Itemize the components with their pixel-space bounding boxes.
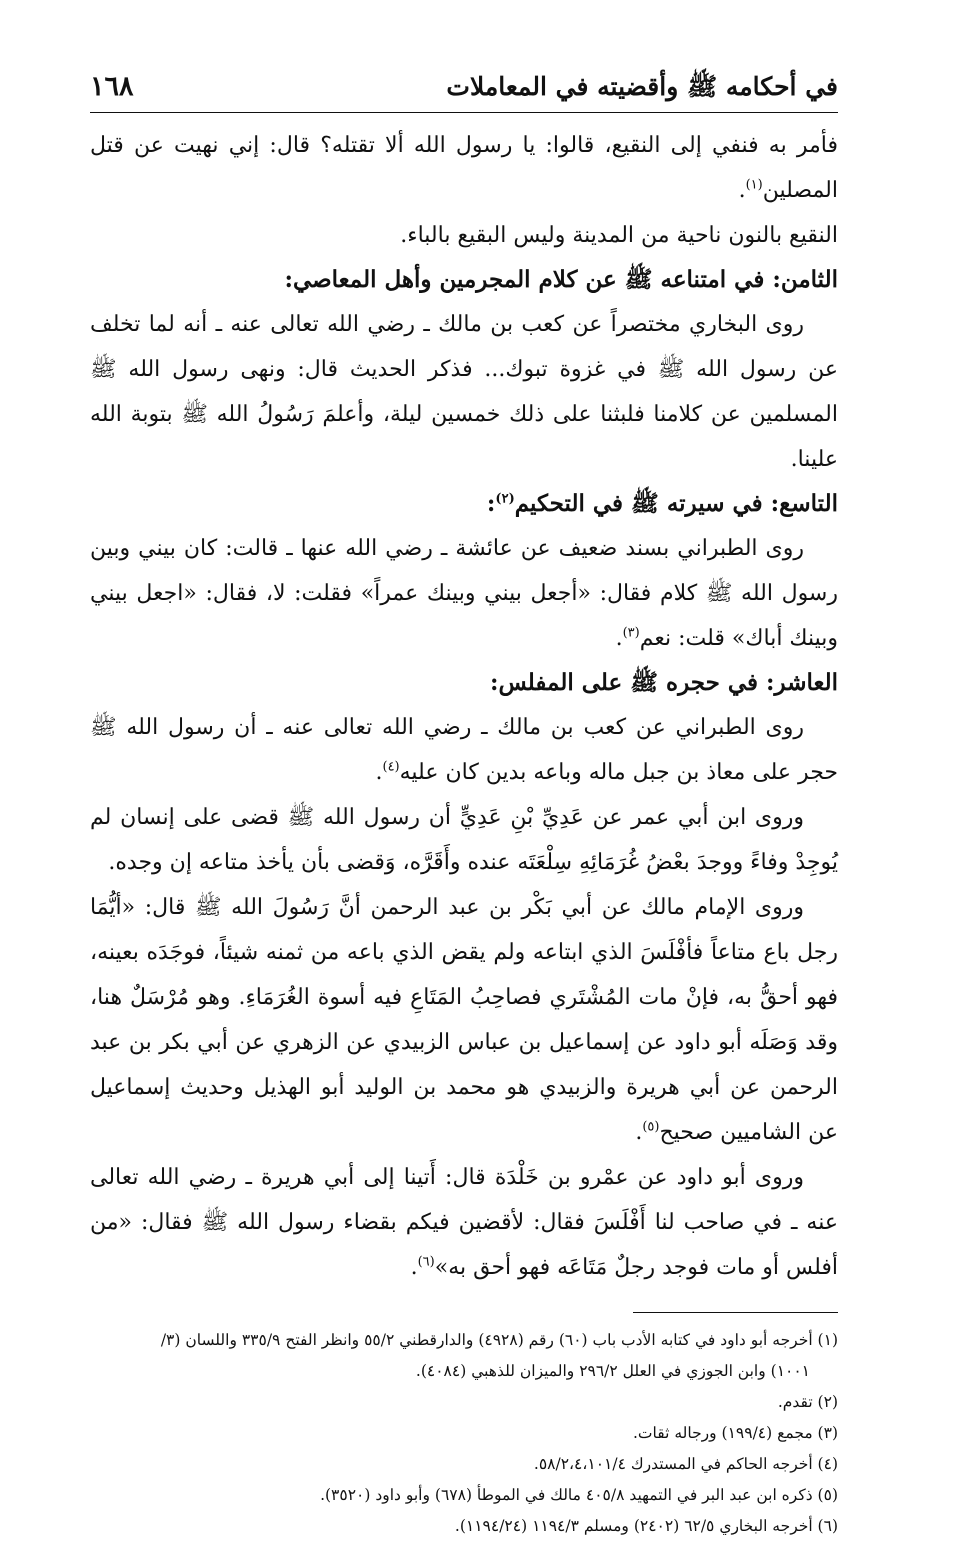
footnote-ref[interactable]: (٣): [622, 625, 640, 641]
paragraph: النقيع بالنون ناحية من المدينة وليس البقيع بالباء.: [400, 223, 838, 248]
footnote-ref[interactable]: (٦): [417, 1254, 435, 1270]
paragraph-text: روى الطبراني عن كعب بن مالك ـ رضي الله تعالى عنه ـ أن رسول الله ﷺ حجر على معاذ بن جبل ماله وباعه بدين كان عليه: [90, 715, 838, 785]
section-heading: العاشر: في حجره ﷺ على المفلس:: [489, 669, 838, 696]
heading-end: :: [486, 490, 496, 517]
paragraph: [90, 1155, 838, 1290]
paragraph: [90, 123, 838, 213]
footnote-continuation: ١٠٠١) وابن الجوزي في العلل ٢٩٦/٢ والميزان للذهبي (٤٠٨٤).: [415, 1362, 810, 1380]
paragraph: وروى ابن أبي عمر عن عَدِيِّ بْنِ عَدِيٍّ أن رسول الله ﷺ قضى على إنسان لم يُوجِدْ وفاءً ووجدَ بعْضُ غُرَمَائِهِ سِلْعَتَه عنده وأَقَرَّه، وَقضى بأن يأخذ متاعه إن وجده.: [90, 805, 838, 875]
footnote-ref[interactable]: (٥): [642, 1119, 660, 1135]
paragraph: [90, 705, 838, 795]
running-title: في أحكامه ﷺ وأقضيته في المعاملات: [446, 72, 838, 101]
footnote-ref[interactable]: (٢): [495, 491, 515, 507]
footnote-text: (١) أخرجه أبو داود في كتابه الأدب باب (٦٠) رقم (٤٩٢٨) والدارقطني ٥٥/٢ وانظر الفتح ٣٣٥/٩ واللسان (٣/: [160, 1331, 838, 1349]
paragraph-end: .: [410, 1255, 418, 1280]
section-heading: [90, 482, 838, 526]
footnotes: [90, 1312, 838, 1542]
paragraph: روى البخاري مختصراً عن كعب بن مالك ـ رضي الله تعالى عنه ـ أنه لما تخلف عن رسول الله ﷺ في غزوة تبوك... فذكر الحديث قال: ونهى رسول الله ﷺ المسلمين عن كلامنا فلبثنا على ذلك خمسين ليلة، وأعلمَ رَسُولُ الله ﷺ بتوبة الله علينا.: [90, 312, 838, 472]
footnote: (٢) تقدم.: [777, 1393, 838, 1411]
paragraph-end: .: [615, 626, 623, 651]
footnote-ref[interactable]: (١): [745, 177, 763, 193]
paragraph-text: وروى أبو داود عن عمْرو بن خَلْدَة قال: أَتينا إلى أبي هريرة ـ رضي الله تعالى عنه ـ في صاحب لنا أَفْلَسَ فقال: لأقضين فيكم بقضاء رسول الله ﷺ فقال: «من أفلس أو مات فوجد رجلٌ مَتَاعَه فهو أحق به»: [90, 1165, 838, 1280]
paragraph-end: .: [738, 178, 746, 203]
paragraph-text: فأمر به فنفي إلى النقيع، قالوا: يا رسول الله ألا تقتله؟ قال: إني نهيت عن قتل المصلين: [90, 133, 838, 203]
paragraph: [90, 885, 838, 1155]
heading-text: التاسع: في سيرته ﷺ في التحكيم: [514, 490, 838, 517]
main-text: [90, 113, 838, 1290]
section-heading: الثامن: في امتناعه ﷺ عن كلام المجرمين وأهل المعاصي:: [284, 266, 838, 293]
footnote: (٥) ذكره ابن عبد البر في التمهيد ٤٠٥/٨ مالك في الموطأ (٦٧٨) وأبو داود (٣٥٢٠).: [320, 1486, 838, 1504]
page-header: [90, 70, 838, 113]
paragraph-text: روى الطبراني بسند ضعيف عن عائشة ـ رضي الله عنها ـ قالت: كان بيني وبين رسول الله ﷺ كلام فقال: «أجعل بيني وبينك عمراً» فقلت: لا، فقال: «اجعل بيني وبينك أباك» قلت: نعم: [90, 536, 838, 651]
footnote-separator: [633, 1312, 838, 1313]
footnote: (٦) أخرجه البخاري ٦٢/٥ (٢٤٠٢) ومسلم ١١٩٤/٣ (١١٩٤/٢٤).: [454, 1517, 838, 1535]
paragraph-end: .: [375, 760, 383, 785]
footnote: (٣) مجمع (١٩٩/٤) ورجاله ثقات.: [633, 1424, 838, 1442]
paragraph-text: وروى الإمام مالك عن أبي بَكْر بن عبد الرحمن أنَّ رَسُولَ الله ﷺ قال: «أيُّمَا رجل باع متاعاً فأفْلَسَ الذي ابتاعه ولم يقض الذي باعه من ثمنه شيئاً، فوجَدَه بعينه، فهو أحقُّ به، فإنْ مات المُشْتَري فصاحِبُ المَتَاعِ فيه أسوة الغُرَمَاءِ. وهو مُرْسَلٌ هنا، وقد وَصَلَه أبو داود عن إسماعيل بن عباس الزبيدي عن الزهري عن أبي بكر بن عبد الرحمن عن أبي هريرة والزبيدي هو محمد بن الوليد أبو الهذيل وحديث إسماعيل عن الشاميين صحيح: [90, 895, 838, 1145]
paragraph-end: .: [635, 1120, 643, 1145]
footnote: [90, 1325, 838, 1387]
page-number: ١٦٨: [90, 71, 134, 102]
footnote-separator-wrap: [90, 1312, 838, 1325]
footnote: (٤) أخرجه الحاكم في المستدرك ٥٨/٢،٤،١٠١/٤.: [533, 1455, 838, 1473]
paragraph: [90, 526, 838, 661]
footnote-ref[interactable]: (٤): [382, 759, 400, 775]
